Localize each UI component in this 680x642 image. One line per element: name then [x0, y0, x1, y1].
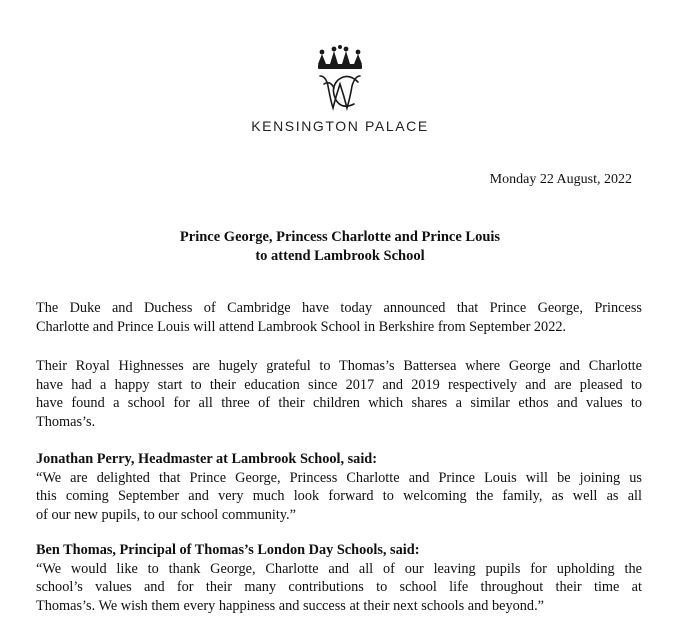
paragraph-announcement	[36, 299, 642, 336]
paragraph-gratitude	[36, 357, 642, 431]
text-line: have had a happy start to their education since 2017 and 2019 respectively and are pleased to	[36, 376, 642, 393]
text-line: this coming September and very much look forward to welcoming the family, as well as all	[36, 488, 642, 504]
quote-speaker: Jonathan Perry, Headmaster at Lambrook School, said:	[36, 451, 378, 467]
text-line: “We would like to thank George, Charlotte and all of our leaving pupils for upholding the	[36, 560, 642, 577]
text-line: Their Royal Highnesses are hugely grateful to Thomas’s Battersea where George and Charlotte	[36, 358, 642, 374]
text-line: The Duke and Duchess of Cambridge have today announced that Prince George, Princess	[36, 300, 642, 316]
quote-headmaster	[36, 450, 642, 524]
text-line: of our new pupils, to our school community.”	[36, 506, 296, 523]
quote-speaker: Ben Thomas, Principal of Thomas’s London Day Schools, said:	[36, 542, 420, 558]
text-line: have found a school for all three of their children which shares a similar ethos and values to	[36, 395, 642, 411]
text-line: “We are delighted that Prince George, Princess Charlotte and Prince Louis will be joining us	[36, 469, 642, 486]
text-line: Thomas’s. We wish them every happiness and success at their next schools and beyond.”	[36, 597, 544, 614]
text-line: Charlotte and Prince Louis will attend Lambrook School in Berkshire from September 2022.	[36, 318, 567, 335]
royal-cypher-logo	[300, 42, 380, 118]
quote-principal	[36, 541, 642, 615]
org-name: KENSINGTON PALACE	[251, 118, 429, 134]
text-line: Thomas’s.	[36, 413, 96, 430]
announcement-title	[0, 228, 680, 266]
date-line: Monday 22 August, 2022	[489, 172, 632, 187]
title-line-1: Prince George, Princess Charlotte and Prince Louis	[179, 229, 501, 245]
title-line-2: to attend Lambrook School	[255, 248, 425, 264]
text-line: school’s values and for their many contributions to school life throughout their time at	[36, 579, 642, 595]
